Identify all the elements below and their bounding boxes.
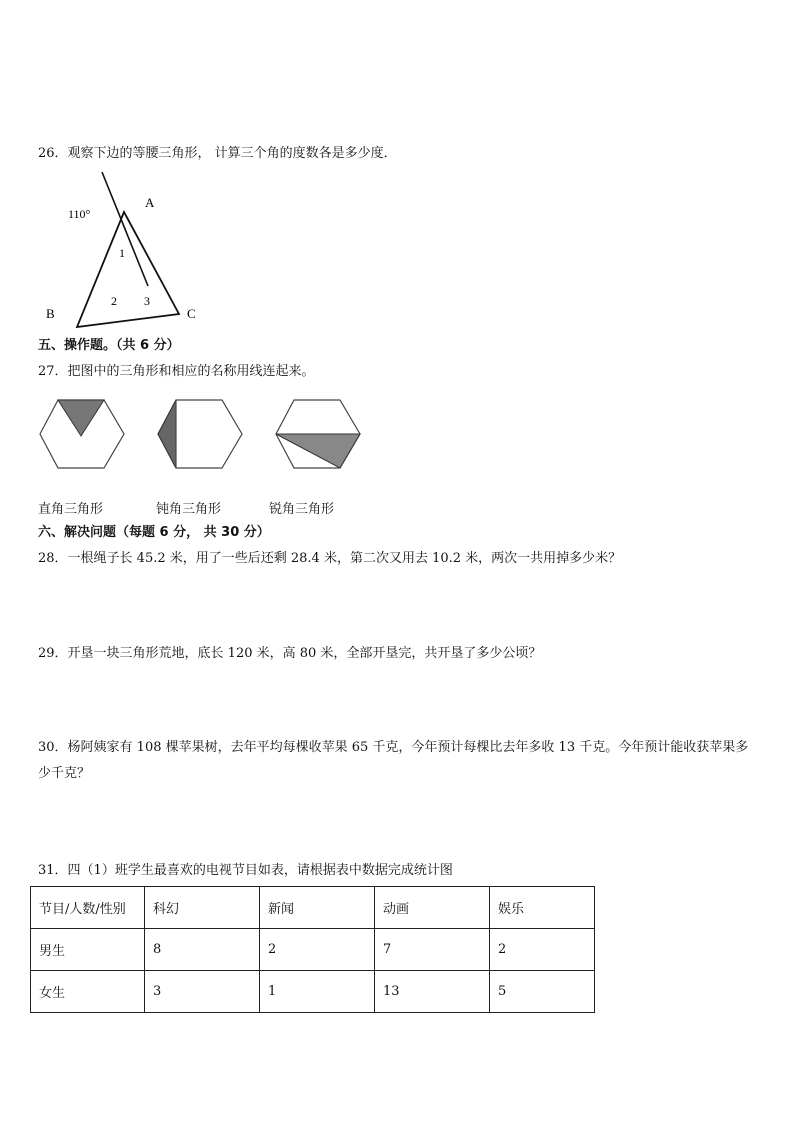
vertex-label-a: A	[145, 195, 155, 210]
table-cell: 2	[260, 929, 375, 971]
angle-number-1: 1	[119, 246, 125, 260]
hexagon-figures	[36, 396, 366, 476]
table-header-row	[31, 887, 595, 929]
vertex-label-b: B	[46, 306, 55, 321]
table-row	[31, 971, 595, 1013]
table-cell: 13	[375, 971, 490, 1013]
isosceles-triangle-figure	[40, 168, 220, 333]
question-28-text: 28．一根绳子长 45.2 米，用了一些后还剩 28.4 米，第二次又用去 10.2 米，两次一共用掉多少米？	[38, 551, 622, 566]
name-obtuse-triangle: 钝角三角形	[156, 502, 222, 517]
table-cell: 1	[260, 971, 375, 1013]
table-header-cell: 节目/人数/性别	[31, 887, 145, 929]
hexagon-3	[276, 400, 360, 468]
table-cell: 2	[490, 929, 595, 971]
table-header-cell: 娱乐	[490, 887, 595, 929]
table-row	[31, 929, 595, 971]
name-acute-triangle: 锐角三角形	[269, 502, 335, 517]
question-30-text: 30．杨阿姨家有 108 棵苹果树，去年平均每棵收苹果 65 千克，今年预计每棵比去年多收 13 千克。今年预计能收获苹果多少千克？	[38, 740, 749, 781]
table-cell: 7	[375, 929, 490, 971]
triangle-abc	[77, 212, 179, 327]
angle-label-110: 110°	[68, 207, 91, 221]
table-cell: 女生	[31, 971, 145, 1013]
table-header-cell: 科幻	[145, 887, 260, 929]
shaded-obtuse-triangle	[158, 400, 176, 468]
angle-number-3: 3	[144, 294, 150, 308]
question-26-text: 26．观察下边的等腰三角形， 计算三个角的度数各是多少度．	[38, 146, 397, 161]
shaded-right-triangle	[58, 400, 104, 436]
section-6-heading: 六、解决问题（每题 6 分， 共 30 分）	[38, 525, 270, 540]
question-29-text: 29．开垦一块三角形荒地，底长 120 米，高 80 米，全部开垦完，共开垦了多少公顷？	[38, 646, 542, 661]
table-header-cell: 动画	[375, 887, 490, 929]
question-31-text: 31．四（1）班学生最喜欢的电视节目如表，请根据表中数据完成统计图	[38, 863, 453, 878]
table-header-cell: 新闻	[260, 887, 375, 929]
name-right-triangle: 直角三角形	[38, 502, 104, 517]
hexagon-1	[40, 400, 124, 468]
table-cell: 5	[490, 971, 595, 1013]
extension-line	[102, 172, 148, 286]
table-cell: 8	[145, 929, 260, 971]
table-cell: 男生	[31, 929, 145, 971]
section-5-heading: 五、操作题。（共 6 分）	[38, 338, 180, 353]
hexagon-2	[158, 400, 242, 468]
table-cell: 3	[145, 971, 260, 1013]
question-27-text: 27．把图中的三角形和相应的名称用线连起来。	[38, 364, 315, 379]
angle-number-2: 2	[111, 294, 117, 308]
tv-program-table	[30, 886, 595, 1013]
vertex-label-c: C	[187, 306, 196, 321]
shaded-acute-triangle	[276, 434, 360, 468]
